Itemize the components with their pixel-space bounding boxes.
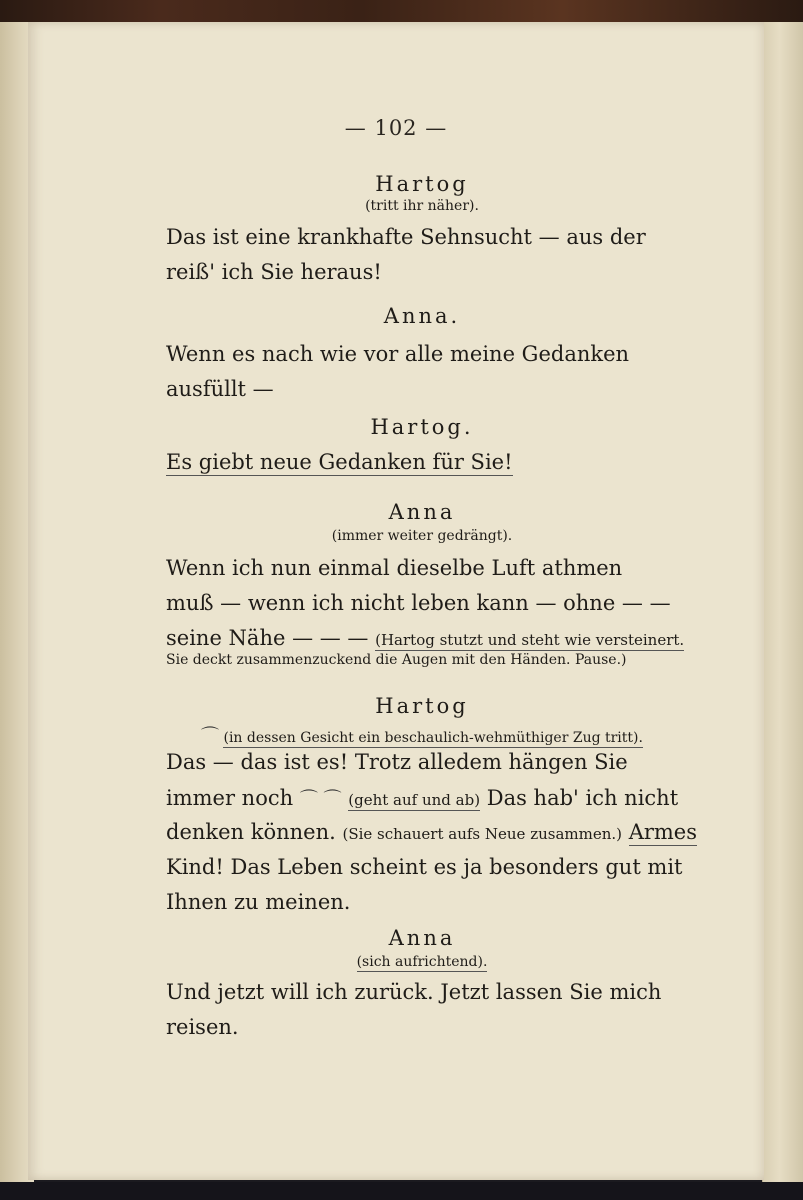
page-number: — 102 — [344, 116, 448, 140]
book-page [28, 22, 764, 1180]
dialogue-line: Das — das ist es! Trotz alledem hängen Sie [166, 750, 628, 774]
dialogue-line: Und jetzt will ich zurück. Jetzt lassen Sie mich [166, 980, 662, 1004]
line-text: Das ist eine krankhafte Sehnsucht — aus der [166, 225, 646, 249]
inline-stage-direction: (Hartog stutzt und steht wie versteinert. [375, 631, 685, 649]
right-page-edges [762, 22, 803, 1182]
book-binding-top [0, 0, 803, 22]
speaker-hartog: Hartog. [370, 415, 474, 439]
speaker-anna: Anna [388, 926, 456, 950]
speaker-hartog: Hartog [375, 172, 469, 196]
line-text: seine Nähe — — — [166, 626, 369, 650]
dialogue-line: Wenn es nach wie vor alle meine Gedanken [166, 342, 630, 366]
dialogue-line: Wenn ich nun einmal dieselbe Luft athmen [166, 556, 623, 580]
speaker-anna: Anna. [383, 304, 461, 328]
background-bottom [0, 1182, 803, 1200]
stage-direction: (tritt ihr näher). [365, 198, 479, 214]
dialogue-line: muß — wenn ich nicht leben kann — ohne — — [166, 591, 671, 615]
inline-stage-direction: (Sie schauert aufs Neue zusammen.) [342, 825, 622, 843]
speaker-anna: Anna [388, 500, 456, 524]
dialogue-line: ausfüllt — [166, 377, 274, 401]
stage-direction [166, 722, 678, 748]
handwritten-mark: ⌒ [201, 726, 220, 747]
dialogue-line: reisen. [166, 1015, 239, 1039]
dialogue-line: Kind! Das Leben scheint es ja besonders gut mit [166, 855, 683, 879]
dialogue-line: Ihnen zu meinen. [166, 890, 351, 914]
dialogue-line [166, 626, 685, 650]
handwritten-mark: ⌒ ⌒ [299, 789, 342, 810]
inline-stage-direction: (geht auf und ab) [348, 791, 481, 809]
dialogue-line: reiß' ich Sie heraus! [166, 260, 382, 284]
line-text: Armes [628, 820, 698, 844]
dialogue-line [166, 785, 678, 811]
line-text: immer noch [166, 786, 294, 810]
dialogue-line [166, 225, 678, 249]
speaker-hartog: Hartog [375, 694, 469, 718]
line-text: Es giebt neue Gedanken für Sie! [166, 450, 513, 474]
direction-text: (sich aufrichtend). [356, 954, 488, 970]
dialogue-line [166, 450, 678, 474]
stage-direction-line: Sie deckt zusammenzuckend die Augen mit den Händen. Pause.) [166, 652, 627, 668]
line-text: denken können. [166, 820, 336, 844]
stage-direction [166, 954, 678, 970]
direction-text: (in dessen Gesicht ein beschaulich-wehmüthiger Zug tritt). [223, 730, 643, 746]
line-text: Das hab' ich nicht [486, 786, 679, 810]
dialogue-line [166, 820, 698, 844]
stage-direction: (immer weiter gedrängt). [331, 528, 513, 544]
